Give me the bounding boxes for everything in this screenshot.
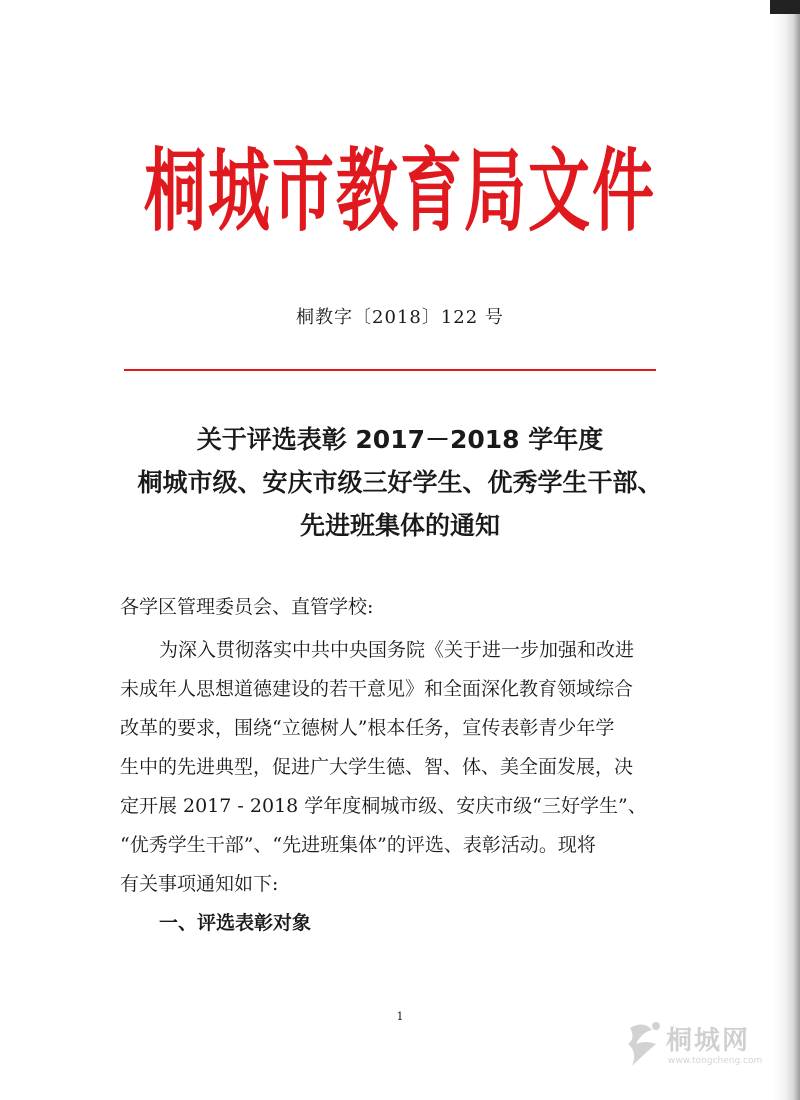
scan-corner [770, 0, 800, 14]
red-divider-line [124, 369, 656, 371]
body-paragraph [120, 631, 680, 904]
body-line: 生中的先进典型，促进广大学生德、智、体、美全面发展，决 [120, 756, 634, 778]
body-line: 有关事项通知如下: [120, 873, 279, 895]
watermark-logo-icon [622, 1014, 666, 1074]
section-heading: 一、评选表彰对象 [159, 912, 312, 934]
body-line: “优秀学生干部”、“先进班集体”的评选、表彰活动。现将 [120, 834, 596, 856]
body-line: 未成年人思想道德建设的若干意见》和全面深化教育领域综合 [120, 678, 634, 700]
salutation: 各学区管理委员会、直管学校: [120, 596, 374, 618]
body-line: 定开展 2017 - 2018 学年度桐城市级、安庆市级“三好学生”、 [120, 795, 647, 817]
body-line: 为深入贯彻落实中共中央国务院《关于进一步加强和改进 [159, 639, 635, 661]
page-number: 1 [396, 1010, 404, 1023]
notice-title-line: 桐城市级、安庆市级三好学生、优秀学生干部、 [137, 468, 663, 497]
watermark-site-name: 桐城网 [666, 1026, 751, 1056]
site-watermark [622, 1010, 772, 1090]
watermark-site-url: www.tongcheng.com [668, 1056, 763, 1066]
scan-edge-shadow [774, 0, 800, 1100]
notice-title [100, 418, 700, 547]
notice-title-line: 先进班集体的通知 [299, 511, 500, 540]
body-line: 改革的要求，围绕“立德树人”根本任务，宣传表彰青少年学 [120, 717, 615, 739]
document-header-title: 桐城市教育局文件 [143, 138, 656, 244]
document-number: 桐教字〔2018〕122 号 [296, 307, 504, 328]
notice-title-line: 关于评选表彰 2017－2018 学年度 [196, 425, 604, 454]
